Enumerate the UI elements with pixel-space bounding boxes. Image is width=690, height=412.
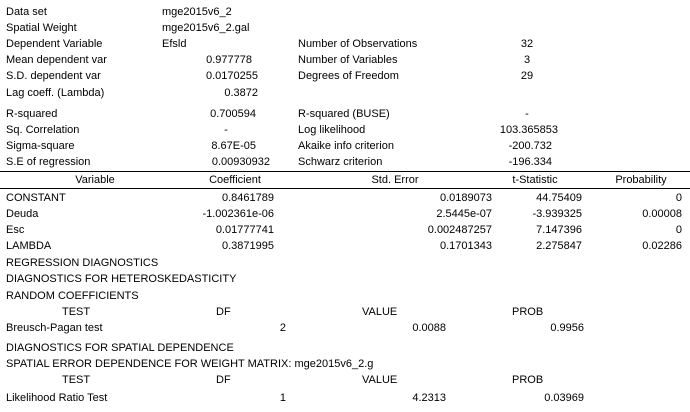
cell-probability: 0.02286 [642,240,682,252]
r2-value: 0.700594 [210,108,256,120]
cell-t-statistic: -3.939325 [532,208,582,220]
bp-df: 2 [279,322,286,334]
col-header-t-statistic: t-Statistic [512,174,558,186]
sqcorr-label: Sq. Correlation [6,124,80,136]
mean-value: 0.977778 [206,54,252,66]
weight-label: Spatial Weight [6,22,77,34]
prob-col-header: PROB [512,306,544,318]
nvars-value: 3 [523,54,531,66]
loglik-value: 103.365853 [499,124,558,136]
sc-value: -196.334 [508,156,552,168]
depvar-value: Efsld [162,38,187,50]
random-coefficients-title: RANDOM COEFFICIENTS [6,290,139,302]
cell-t-statistic: 2.275847 [536,240,582,252]
depvar-label: Dependent Variable [6,38,103,50]
dof-label: Degrees of Freedom [298,70,399,82]
sigma-label: Sigma-square [6,140,75,152]
cell-std-error: 0.002487257 [427,224,492,236]
sd-label: S.D. dependent var [6,70,101,82]
table-top-rule [0,171,690,172]
cell-variable: LAMBDA [6,240,52,252]
se-label: S.E of regression [6,156,91,168]
dataset-label: Data set [6,6,47,18]
spatial-dependence-title: DIAGNOSTICS FOR SPATIAL DEPENDENCE [6,342,234,354]
bp-value: 0.0088 [412,322,446,334]
cell-coefficient: 0.3871995 [222,240,274,252]
cell-variable: Esc [6,224,25,236]
col-header-std-error: Std. Error [371,174,419,186]
lambda-value: 0.3872 [224,87,258,99]
lr-test-name: Likelihood Ratio Test [6,392,108,404]
mean-label: Mean dependent var [6,54,107,66]
r2buse-label: R-squared (BUSE) [298,108,390,120]
sd-value: 0.0170255 [206,70,258,82]
spatial-error-title: SPATIAL ERROR DEPENDENCE FOR WEIGHT MATRIX: mge2015v6_2.g [6,358,374,370]
cell-t-statistic: 7.147396 [536,224,582,236]
col-header-probability: Probability [615,174,667,186]
sigma-value: 8.67E-05 [211,140,256,152]
r2buse-value: - [525,108,529,120]
nobs-label: Number of Observations [298,38,418,50]
cell-probability: 0 [675,224,682,236]
sc-label: Schwarz criterion [298,156,383,168]
cell-coefficient: 0.01777741 [215,224,274,236]
aic-label: Akaike info criterion [298,140,394,152]
cell-std-error: 0.1701343 [440,240,492,252]
cell-probability: 0.00008 [642,208,682,220]
bp-prob: 0.9956 [550,322,584,334]
r2-label: R-squared [6,108,58,120]
lambda-label: Lag coeff. (Lambda) [6,87,105,99]
col-header-coefficient: Coefficient [209,174,261,186]
bp-test-name: Breusch-Pagan test [6,322,103,334]
cell-coefficient: 0.8461789 [222,192,274,204]
loglik-label: Log likelihood [298,124,366,136]
weight-value: mge2015v6_2.gal [162,22,250,34]
dataset-value: mge2015v6_2 [162,6,232,18]
cell-t-statistic: 44.75409 [536,192,582,204]
nobs-value: 32 [520,38,534,50]
test-col-header: TEST [62,306,91,318]
lr-df: 1 [279,392,286,404]
prob-col-header-2: PROB [512,374,544,386]
heteroskedasticity-title: DIAGNOSTICS FOR HETEROSKEDASTICITY [6,273,237,285]
test-col-header-2: TEST [62,374,91,386]
cell-coefficient: -1.002361e-06 [202,208,274,220]
lr-prob: 0.03969 [544,392,584,404]
cell-std-error: 0.0189073 [440,192,492,204]
table-header-rule [0,188,690,189]
value-col-header-2: VALUE [362,374,398,386]
cell-probability: 0 [675,192,682,204]
lr-value: 4.2313 [412,392,446,404]
df-col-header: DF [216,306,231,318]
nvars-label: Number of Variables [298,54,398,66]
cell-variable: CONSTANT [6,192,66,204]
se-value: 0.00930932 [211,156,270,168]
col-header-variable: Variable [75,174,115,186]
cell-std-error: 2.5445e-07 [436,208,492,220]
value-col-header: VALUE [362,306,398,318]
df-col-header-2: DF [216,374,231,386]
regression-diagnostics-title: REGRESSION DIAGNOSTICS [6,257,159,269]
sqcorr-value: - [224,124,228,136]
cell-variable: Deuda [6,208,39,220]
aic-value: -200.732 [508,140,552,152]
dof-value: 29 [520,70,534,82]
